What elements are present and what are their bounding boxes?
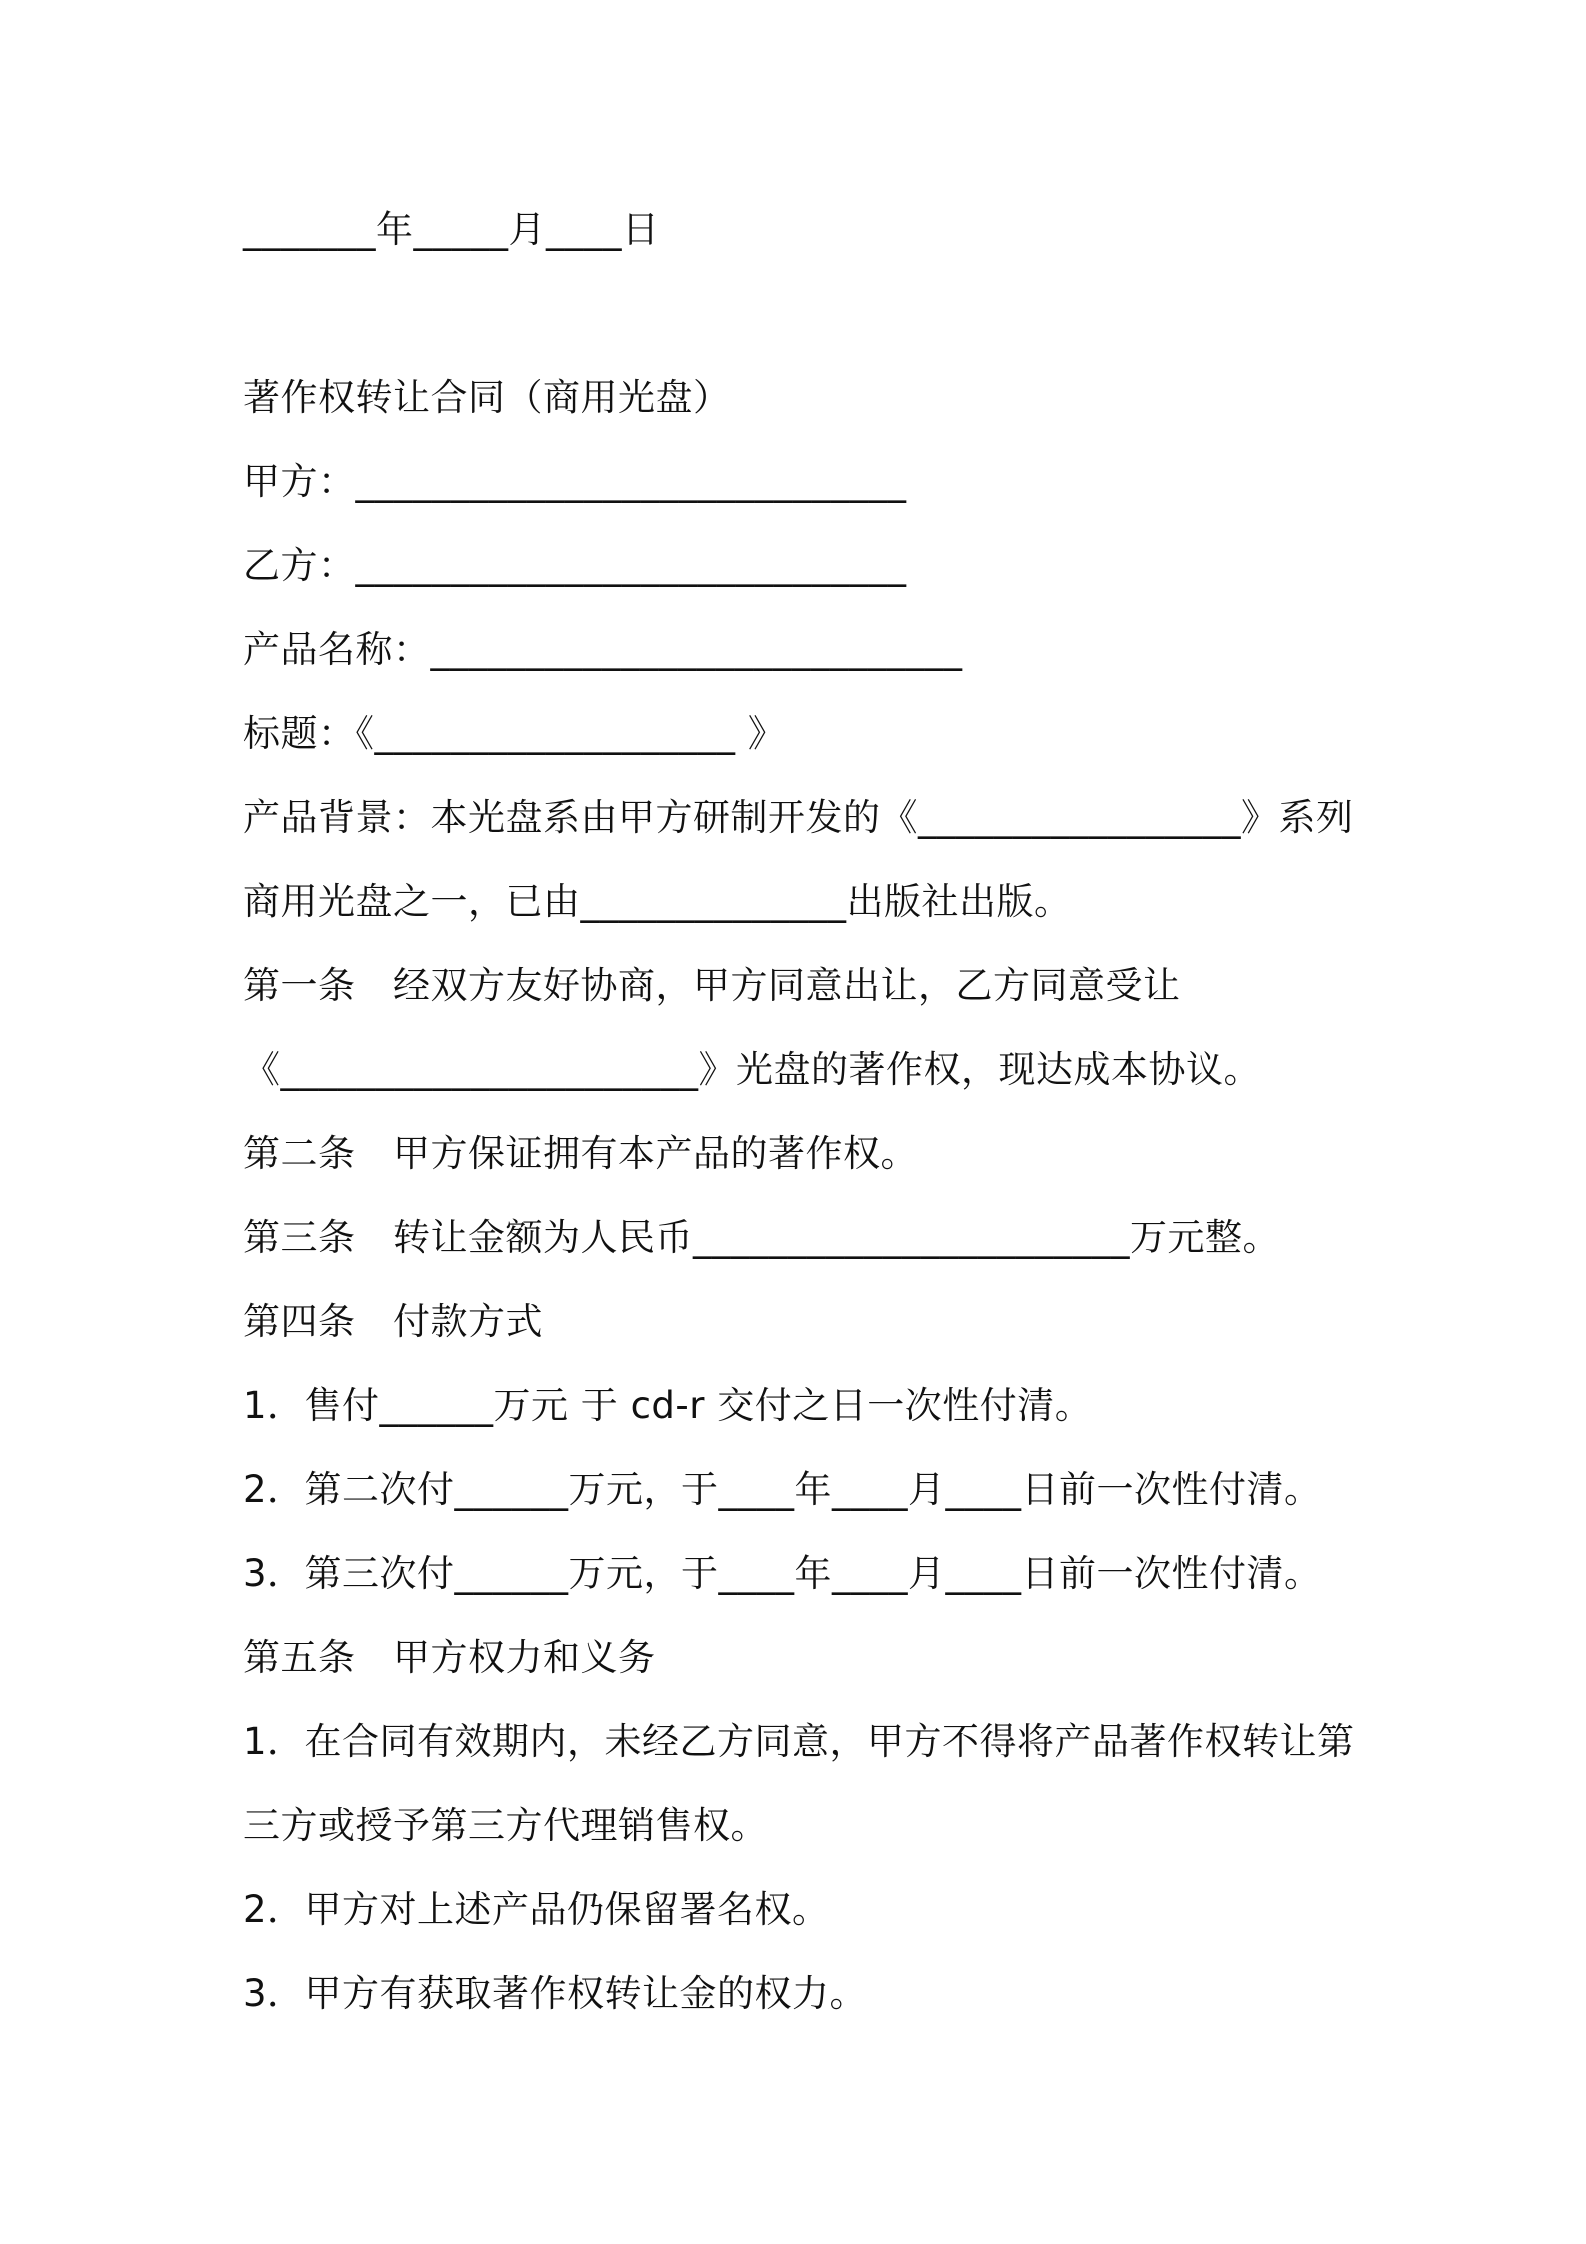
party-a-line: 甲方：_____________________________ (243, 460, 907, 503)
article-5-heading: 第五条 甲方权力和义务 (243, 1636, 656, 1679)
article-2: 第二条 甲方保证拥有本产品的著作权。 (243, 1132, 918, 1175)
product-name-line: 产品名称：____________________________ (243, 628, 963, 671)
contract-title: 著作权转让合同（商用光盘） (243, 376, 731, 419)
duty-item-1-line-1: 1．在合同有效期内，未经乙方同意，甲方不得将产品著作权转让第 (243, 1720, 1355, 1763)
payment-item-1: 1．售付______万元 于 cd-r 交付之日一次性付清。 (243, 1384, 1093, 1427)
duty-item-3: 3．甲方有获取著作权转让金的权力。 (243, 1972, 868, 2015)
duty-item-1-line-2: 三方或授予第三方代理销售权。 (243, 1804, 768, 1847)
article-1-line-1: 第一条 经双方友好协商，甲方同意出让，乙方同意受让 (243, 964, 1181, 1007)
subject-title-line: 标题：《___________________ 》 (243, 712, 786, 755)
payment-item-3: 3．第三次付______万元，于____年____月____日前一次性付清。 (243, 1552, 1322, 1595)
duty-item-2: 2．甲方对上述产品仍保留署名权。 (243, 1888, 830, 1931)
date-line: _______年_____月____日 (243, 208, 660, 251)
article-1-line-2: 《______________________》光盘的著作权，现达成本协议。 (243, 1048, 1261, 1091)
article-4-heading: 第四条 付款方式 (243, 1300, 543, 1343)
article-3: 第三条 转让金额为人民币_______________________万元整。 (243, 1216, 1280, 1259)
party-b-line: 乙方：_____________________________ (243, 544, 907, 587)
payment-item-2: 2．第二次付______万元，于____年____月____日前一次性付清。 (243, 1468, 1322, 1511)
background-line-2: 商用光盘之一，已由______________出版社出版。 (243, 880, 1072, 923)
background-line-1: 产品背景：本光盘系由甲方研制开发的《_________________》系列 (243, 796, 1354, 839)
